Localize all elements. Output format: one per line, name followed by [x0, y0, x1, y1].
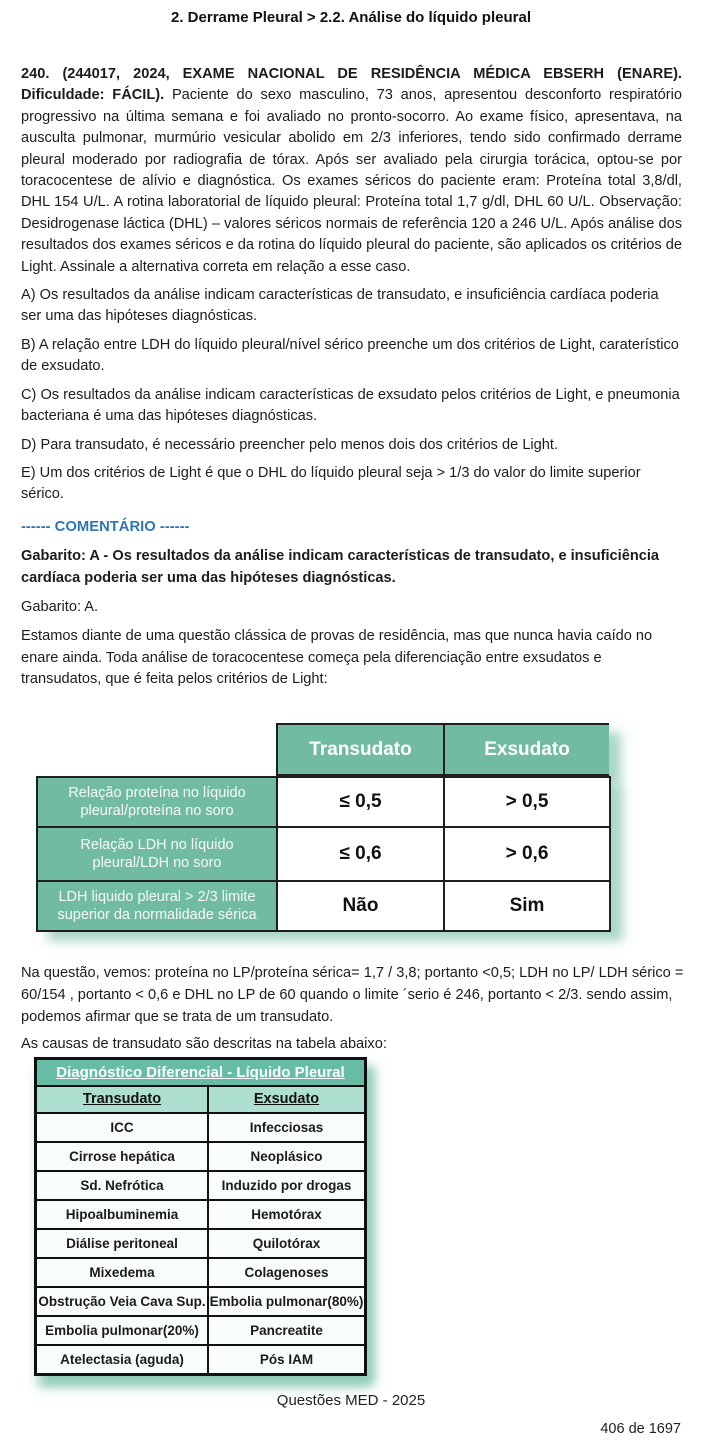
table-row — [37, 1172, 364, 1201]
question-number-header: 240. (244017, 2024, EXAME NACIONAL DE RESIDÊNCIA MÉDICA EBSERH (ENARE). Dificuldade: FÁCIL). — [21, 66, 682, 104]
light-table-header-row — [276, 723, 609, 776]
table-cell: Induzido por drogas — [209, 1172, 364, 1199]
differential-header-exsudato: Exsudato — [209, 1087, 364, 1112]
question-paragraph — [21, 64, 682, 278]
breadcrumb: 2. Derrame Pleural > 2.2. Análise do líquido pleural — [171, 9, 531, 26]
option-e: E) Um dos critérios de Light é que o DHL do líquido pleural seja > 1/3 do valor do limite superior sérico. — [21, 464, 641, 503]
table-cell: Não — [278, 882, 443, 930]
differential-table-header-row — [37, 1087, 364, 1114]
table-cell: Mixedema — [37, 1259, 209, 1286]
table-row — [37, 1259, 364, 1288]
gabarito-full: Gabarito: A - Os resultados da análise indicam características de transudato, e insuficiência cardíaca poderia ser uma das hipóteses diagnósticas. — [21, 548, 660, 586]
option-c: C) Os resultados da análise indicam características de exsudato pelos critérios de Light, e pneumonia bacteriana é uma das hipóteses diagnósticas. — [21, 386, 680, 425]
differential-table-title: Diagnóstico Diferencial - Líquido Pleural — [37, 1060, 364, 1087]
light-criteria-table — [36, 723, 611, 932]
light-table-header-exsudato: Exsudato — [445, 725, 609, 774]
comment-analysis: Na questão, vemos: proteína no LP/proteína sérica= 1,7 / 3,8; portanto <0,5; LDH no LP/ LDH sérico = 60/154 , portanto < 0,6 e DHL no LP de 60 quando o limite ´serio é 246, portanto < 2/3. sendo assim, podemos afirmar que se trata de um transudato. — [21, 965, 684, 1025]
light-table-row-label: Relação LDH no líquido pleural/LDH no soro — [38, 828, 276, 880]
table-cell: Quilotórax — [209, 1230, 364, 1257]
table-cell: Cirrose hepática — [37, 1143, 209, 1170]
table-cell: Embolia pulmonar(20%) — [37, 1317, 209, 1344]
table-cell: Sim — [445, 882, 609, 930]
table-cell: > 0,5 — [445, 778, 609, 826]
differential-header-transudato: Transudato — [37, 1087, 209, 1112]
comment-intro: Estamos diante de uma questão clássica de provas de residência, mas que nunca havia caído no enare ainda. Toda análise de toracocentese começa pela diferenciação entre exsudatos e transudatos, que é feita pelos critérios de Light: — [21, 628, 653, 688]
table-row — [37, 1143, 364, 1172]
option-d: D) Para transudato, é necessário preencher pelo menos dois dos critérios de Light. — [21, 436, 559, 453]
light-table-body — [36, 776, 611, 932]
table-cell: Pós IAM — [209, 1346, 364, 1373]
table-cell: Diálise peritoneal — [37, 1230, 209, 1257]
light-table-row-label: Relação proteína no líquido pleural/proteína no soro — [38, 778, 276, 826]
table-cell: Embolia pulmonar(80%) — [209, 1288, 364, 1315]
table-cell: Colagenoses — [209, 1259, 364, 1286]
differential-diagnosis-table — [34, 1057, 367, 1376]
page-indicator: 406 de 1697 — [600, 1421, 681, 1437]
table-cell: ICC — [37, 1114, 209, 1141]
gabarito-short: Gabarito: A. — [21, 598, 99, 615]
table-row — [37, 1201, 364, 1230]
table-cell: Pancreatite — [209, 1317, 364, 1344]
table-row — [37, 1317, 364, 1346]
footer-brand: Questões MED - 2025 — [276, 1392, 426, 1409]
text-column — [21, 64, 682, 691]
table-cell: Hipoalbuminemia — [37, 1201, 209, 1228]
light-table-row-label: LDH liquido pleural > 2/3 limite superior da normalidade sérica — [38, 882, 276, 930]
table-cell: Infecciosas — [209, 1114, 364, 1141]
light-table-header-transudato: Transudato — [278, 725, 443, 774]
table-cell: Hemotórax — [209, 1201, 364, 1228]
comment-causes-line: As causas de transudato são descritas na tabela abaixo: — [21, 1036, 387, 1052]
table-cell: > 0,6 — [445, 828, 609, 880]
table-cell: Atelectasia (aguda) — [37, 1346, 209, 1373]
table-cell: ≤ 0,6 — [278, 828, 443, 880]
option-a: A) Os resultados da análise indicam características de transudato, e insuficiência cardíaca poderia ser uma das hipóteses diagnósticas. — [21, 287, 659, 325]
table-cell: ≤ 0,5 — [278, 778, 443, 826]
question-body: Paciente do sexo masculino, 73 anos, apresentou desconforto respiratório progressivo na última semana e foi avaliado no pronto-socorro. Ao exame físico, apresentava, na ausculta pulmonar, murmúrio vesicular abolido em 2/3 inferiores, tendo sido confirmado derrame pleural moderado por radiografia de tórax. Após ser avaliado pela cirurgia torácica, optou-se por toracocentese de alívio e diagnóstica. Os exames séricos do paciente eram: Proteína total 3,8/dl, DHL 154 U/L. A rotina laboratorial de líquido pleural: Proteína total 1,7 g/dl, DHL 60 U/L. Observação: Desidrogenase láctica (DHL) – valores séricos normais de referência 120 a 246 U/L. Após análise dos resultados dos exames séricos e da rotina do líquido pleural do paciente, são aplicados os critérios de Light. Assinale a alternativa correta em relação a esse caso. — [21, 87, 682, 275]
table-cell: Obstrução Veia Cava Sup. — [37, 1288, 209, 1315]
table-row — [37, 1346, 364, 1373]
table-row — [37, 1288, 364, 1317]
table-cell: Sd. Nefrótica — [37, 1172, 209, 1199]
table-row — [37, 1230, 364, 1259]
table-cell: Neoplásico — [209, 1143, 364, 1170]
option-b: B) A relação entre LDH do líquido pleural/nível sérico preenche um dos critérios de Light, caraterístico de exsudato. — [21, 336, 679, 375]
table-row — [37, 1114, 364, 1143]
comment-section-header: ------ COMENTÁRIO ------ — [21, 518, 190, 535]
